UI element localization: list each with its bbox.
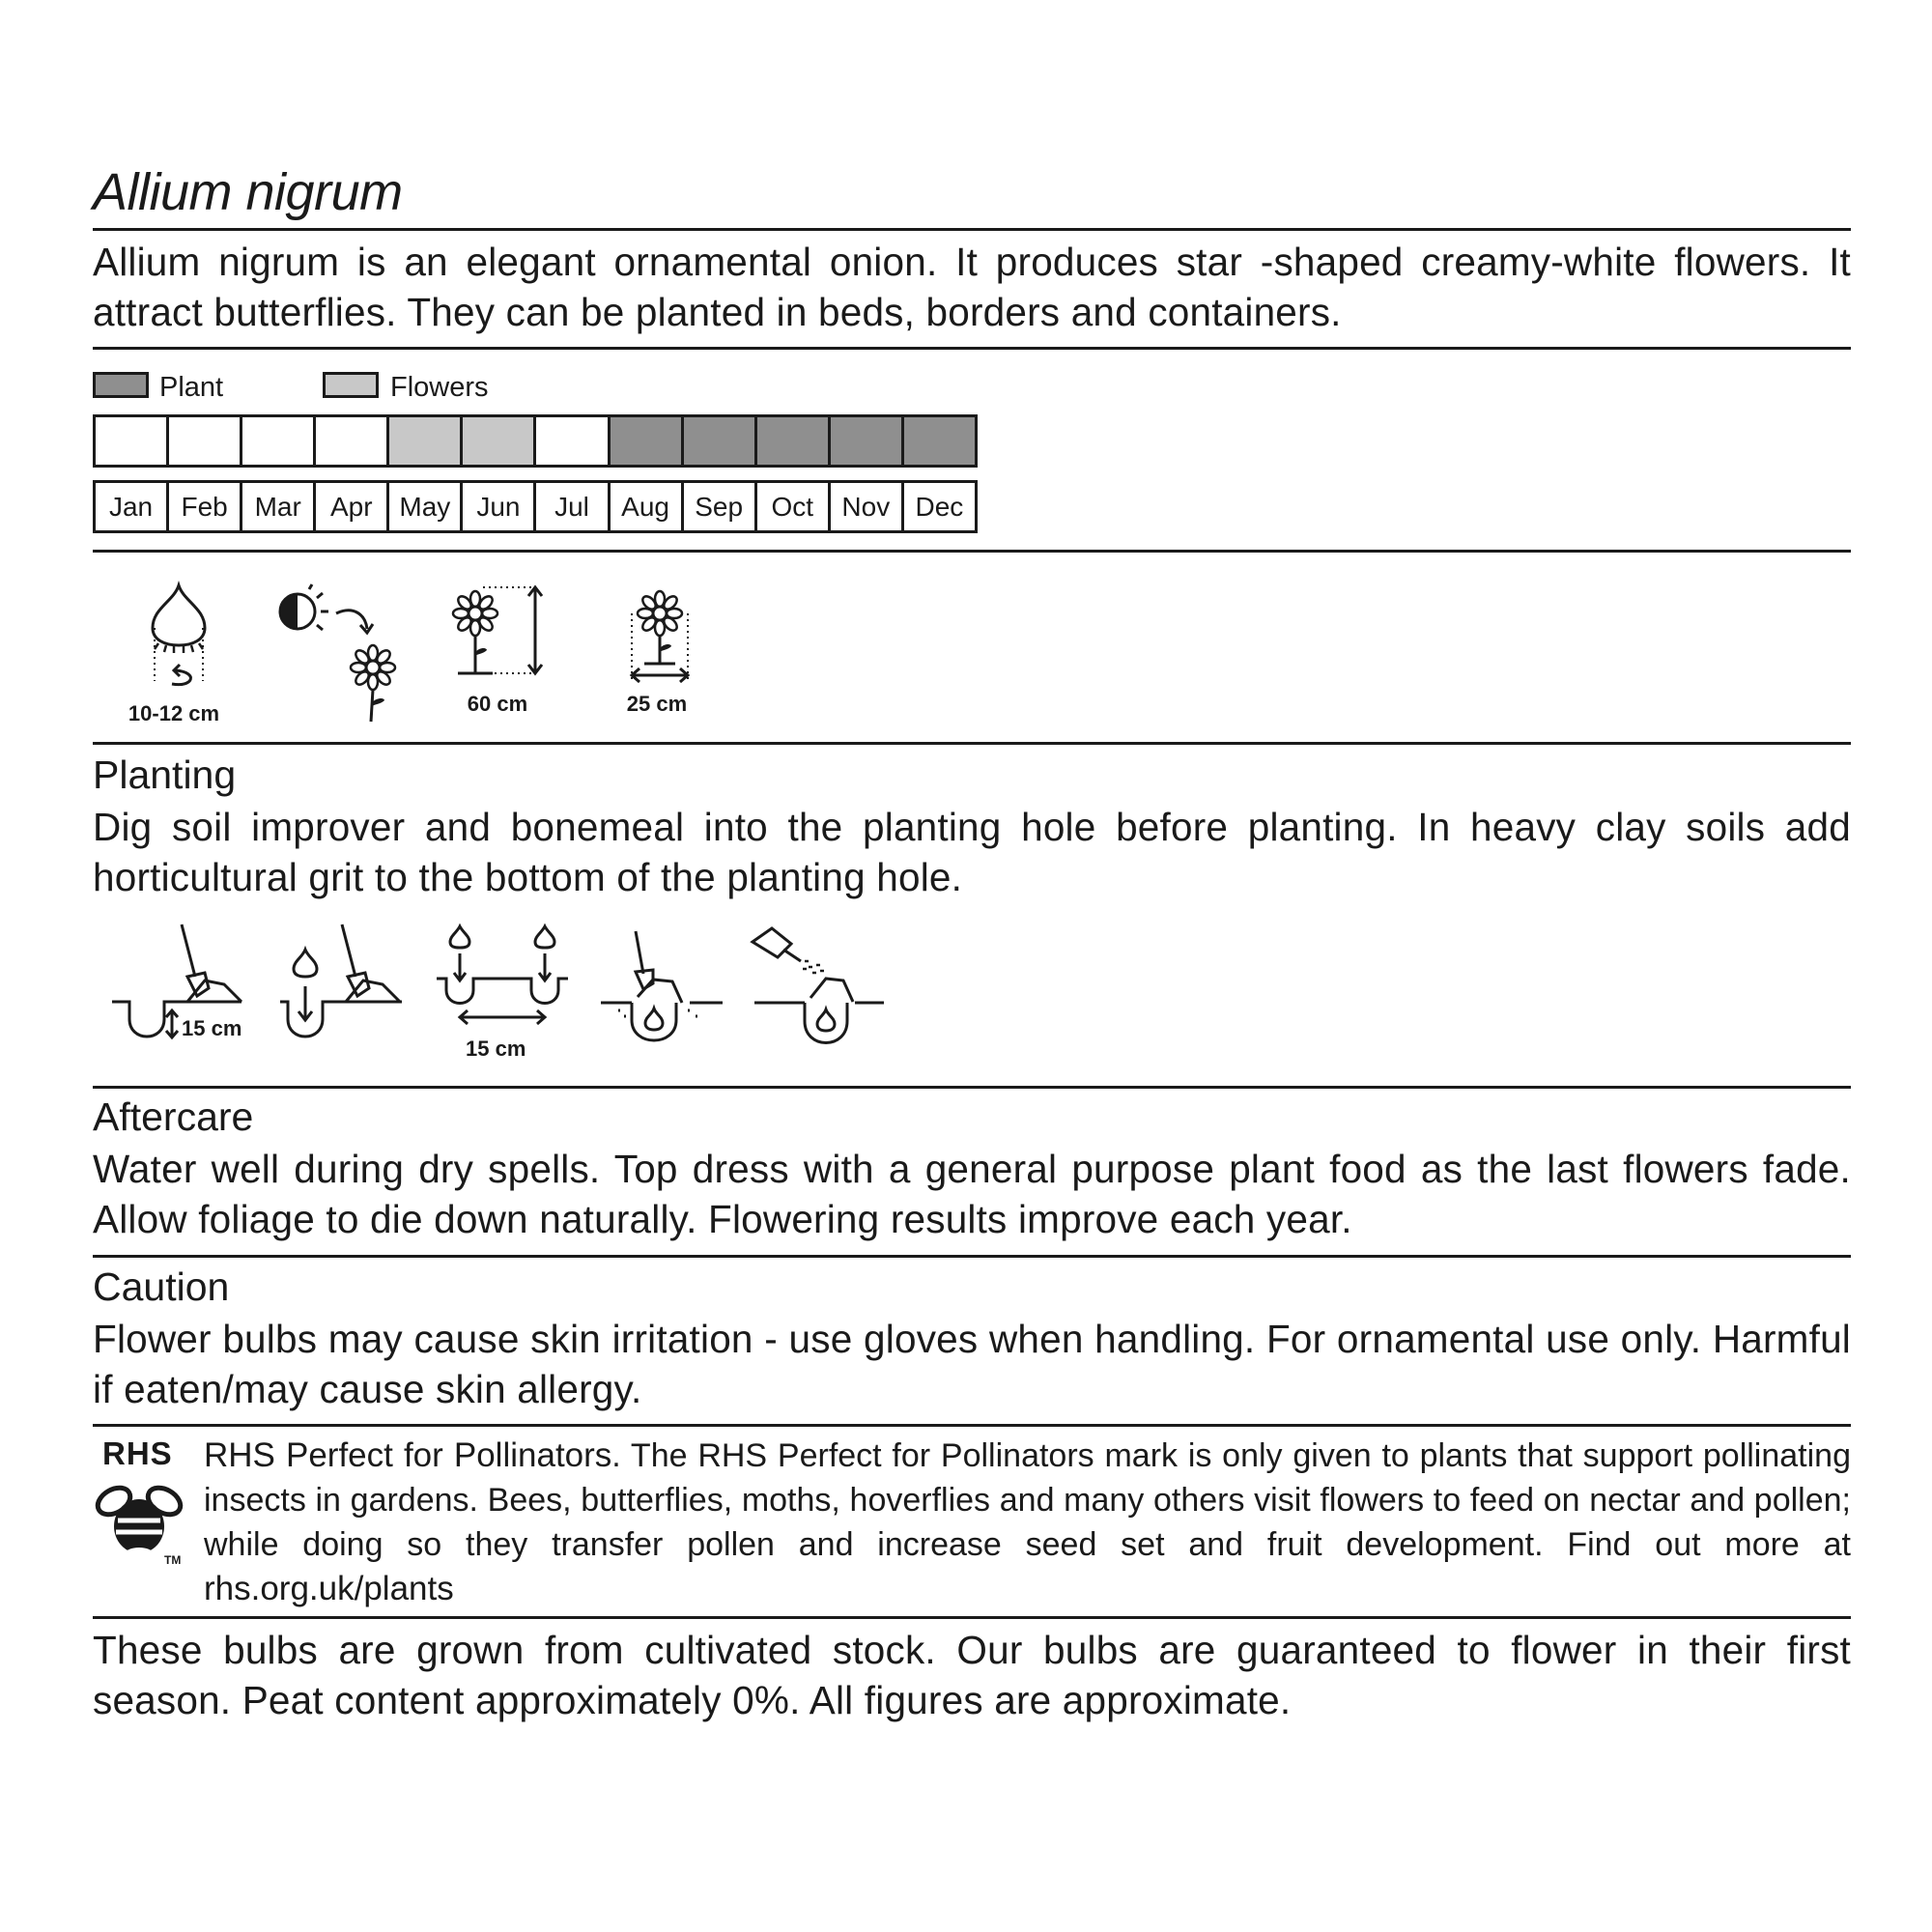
calendar-cell-sep [681,414,757,468]
rhs-logo-text: RHS [102,1435,173,1471]
watering-can-icon [749,923,894,1067]
calendar-cell-aug [608,414,684,468]
rhs-link[interactable]: rhs.org.uk/plants [204,1570,454,1607]
calendar-month-jun: Jun [460,480,536,533]
calendar-cell-jun [460,414,536,468]
calendar-month-nov: Nov [828,480,904,533]
rhs-lead: RHS Perfect for Pollinators [204,1436,612,1474]
divider [93,742,1851,745]
calendar-cell-jan [93,414,169,468]
rhs-logo [93,1435,189,1580]
calendar-month-sep: Sep [681,480,757,533]
legend-swatch-flowers [323,372,379,398]
calendar-month-aug: Aug [608,480,684,533]
page-title: Allium nigrum [93,163,403,221]
legend-swatch-plant [93,372,149,398]
caution-text: Flower bulbs may cause skin irritation - use gloves when handling. For ornamental use only. Harmful if eaten/may cause skin allergy. [93,1317,1851,1411]
calendar-month-may: May [386,480,463,533]
rhs-body: . The RHS Perfect for Pollinators mark is only given to plants that support pollinating insects in gardens. Bees, butterflies, moths, hoverflies and many others visit flowers to feed on nectar and pollen; while doing so they transfer pollen and increase seed set and fruit development. Find out more at [204,1437,1851,1563]
calendar-month-dec: Dec [901,480,978,533]
hole-depth-label: 15 cm [182,1016,242,1040]
calendar-cell-dec [901,414,978,468]
calendar-cell-oct [754,414,831,468]
legend-label-flowers: Flowers [390,372,489,403]
plant-spread-label: 25 cm [626,692,688,716]
divider [93,1424,1851,1427]
calendar-month-jul: Jul [533,480,610,533]
divider [93,550,1851,553]
sun-shade-icon [270,584,415,729]
legend-label-plant: Plant [159,372,224,403]
trademark-text: TM [164,1553,182,1567]
calendar-cell-nov [828,414,904,468]
calendar-cell-jul [533,414,610,468]
calendar-cell-mar [240,414,316,468]
calendar-cell-apr [313,414,389,468]
plant-height-icon [444,584,560,691]
add-bulb-icon [280,923,406,1058]
calendar-cell-feb [166,414,242,468]
divider [93,1616,1851,1619]
divider [93,228,1851,231]
calendar-cell-may [386,414,463,468]
caution-heading: Caution [93,1264,230,1309]
planting-heading: Planting [93,753,237,797]
aftercare-heading: Aftercare [93,1094,254,1139]
calendar-month-feb: Feb [166,480,242,533]
planting-text: Dig soil improver and bonemeal into the planting hole before planting. In heavy clay soils add horticultural grit to the bottom of the planting hole. [93,805,1851,899]
divider [93,1086,1851,1089]
plant-height-label: 60 cm [467,692,528,716]
calendar-month-mar: Mar [240,480,316,533]
bulb-spacing-label: 15 cm [466,1037,526,1061]
divider [93,347,1851,350]
aftercare-text: Water well during dry spells. Top dress with a general purpose plant food as the last flowers fade. Allow foliage to die down naturally. Flowering results improve each year. [93,1147,1851,1241]
planting-depth-label: 10-12 cm [128,701,220,725]
divider [93,1255,1851,1258]
calendar-month-jan: Jan [93,480,169,533]
bulb-depth-icon [135,580,222,696]
bulb-spacing-icon [435,923,570,1048]
calendar-bar-row [93,414,978,468]
calendar-month-row [93,480,978,533]
rhs-text [204,1434,1851,1610]
backfill-icon [599,927,724,1063]
footer-text: These bulbs are grown from cultivated stock. Our bulbs are guaranteed to flower in their first season. Peat content approximately 0%. All figures are approximate. [93,1628,1851,1722]
bee-icon [93,1478,189,1565]
calendar-month-oct: Oct [754,480,831,533]
plant-spread-icon [618,584,715,691]
calendar-month-apr: Apr [313,480,389,533]
description: Allium nigrum is an elegant ornamental onion. It produces star -shaped creamy-white flowers. It attract butterflies. They can be planted in beds, borders and containers. [93,240,1851,334]
